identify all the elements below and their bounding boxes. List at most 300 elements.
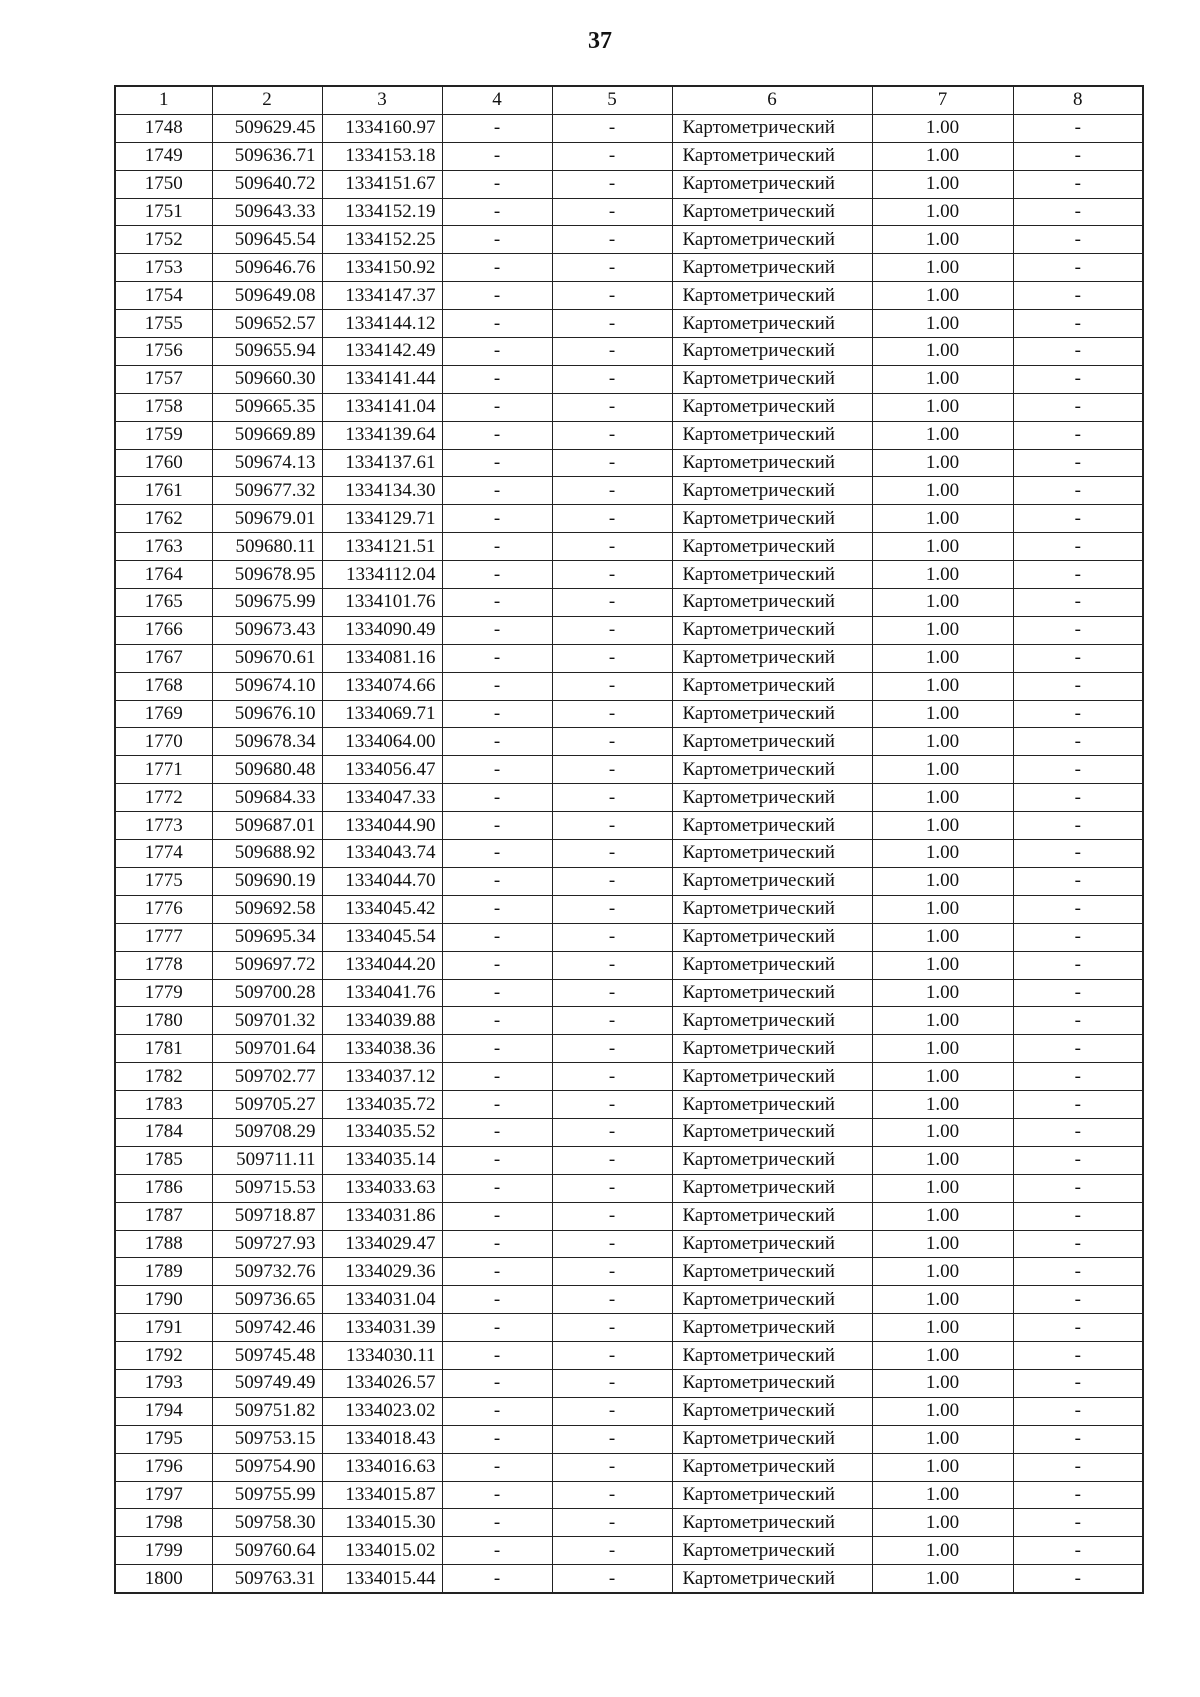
table-row [115,756,1143,784]
col5-cell: - [552,1007,672,1035]
y-coordinate-cell: 1334081.16 [322,644,442,672]
y-coordinate-cell: 1334152.25 [322,226,442,254]
x-coordinate-cell: 509708.29 [212,1118,322,1146]
method-cell: Картометрический [672,505,872,533]
point-number-cell: 1766 [115,616,212,644]
point-number-cell: 1756 [115,338,212,366]
x-coordinate-cell: 509745.48 [212,1342,322,1370]
col5-cell: - [552,951,672,979]
col8-cell: - [1013,338,1143,366]
accuracy-cell: 1.00 [872,338,1013,366]
point-number-cell: 1785 [115,1146,212,1174]
col4-cell: - [442,1063,552,1091]
accuracy-cell: 1.00 [872,561,1013,589]
col8-cell: - [1013,812,1143,840]
col8-cell: - [1013,1537,1143,1565]
column-header: 1 [115,86,212,114]
accuracy-cell: 1.00 [872,1230,1013,1258]
col5-cell: - [552,1174,672,1202]
method-cell: Картометрический [672,561,872,589]
x-coordinate-cell: 509702.77 [212,1063,322,1091]
method-cell: Картометрический [672,1509,872,1537]
col5-cell: - [552,1063,672,1091]
table-row [115,1369,1143,1397]
col4-cell: - [442,1342,552,1370]
method-cell: Картометрический [672,338,872,366]
col4-cell: - [442,644,552,672]
y-coordinate-cell: 1334090.49 [322,616,442,644]
method-cell: Картометрический [672,1565,872,1593]
col5-cell: - [552,672,672,700]
x-coordinate-cell: 509680.11 [212,533,322,561]
point-number-cell: 1778 [115,951,212,979]
col5-cell: - [552,1230,672,1258]
table-row [115,1230,1143,1258]
accuracy-cell: 1.00 [872,840,1013,868]
table-row [115,1202,1143,1230]
x-coordinate-cell: 509736.65 [212,1286,322,1314]
y-coordinate-cell: 1334031.86 [322,1202,442,1230]
col4-cell: - [442,1453,552,1481]
point-number-cell: 1797 [115,1481,212,1509]
col5-cell: - [552,1286,672,1314]
method-cell: Картометрический [672,700,872,728]
col8-cell: - [1013,505,1143,533]
point-number-cell: 1768 [115,672,212,700]
method-cell: Картометрический [672,449,872,477]
col4-cell: - [442,1118,552,1146]
method-cell: Картометрический [672,533,872,561]
x-coordinate-cell: 509675.99 [212,589,322,617]
method-cell: Картометрический [672,1091,872,1119]
col8-cell: - [1013,1035,1143,1063]
col5-cell: - [552,1453,672,1481]
x-coordinate-cell: 509629.45 [212,114,322,142]
col8-cell: - [1013,310,1143,338]
method-cell: Картометрический [672,1174,872,1202]
col5-cell: - [552,1537,672,1565]
accuracy-cell: 1.00 [872,1342,1013,1370]
method-cell: Картометрический [672,672,872,700]
point-number-cell: 1763 [115,533,212,561]
col5-cell: - [552,923,672,951]
x-coordinate-cell: 509652.57 [212,310,322,338]
accuracy-cell: 1.00 [872,1258,1013,1286]
col4-cell: - [442,338,552,366]
x-coordinate-cell: 509763.31 [212,1565,322,1593]
point-number-cell: 1751 [115,198,212,226]
method-cell: Картометрический [672,170,872,198]
y-coordinate-cell: 1334139.64 [322,421,442,449]
x-coordinate-cell: 509687.01 [212,812,322,840]
column-header: 2 [212,86,322,114]
accuracy-cell: 1.00 [872,644,1013,672]
col8-cell: - [1013,1565,1143,1593]
method-cell: Картометрический [672,1397,872,1425]
table-row [115,338,1143,366]
col4-cell: - [442,951,552,979]
col4-cell: - [442,533,552,561]
point-number-cell: 1798 [115,1509,212,1537]
accuracy-cell: 1.00 [872,1369,1013,1397]
y-coordinate-cell: 1334044.70 [322,867,442,895]
table-row [115,1146,1143,1174]
x-coordinate-cell: 509665.35 [212,393,322,421]
x-coordinate-cell: 509732.76 [212,1258,322,1286]
y-coordinate-cell: 1334015.30 [322,1509,442,1537]
accuracy-cell: 1.00 [872,533,1013,561]
y-coordinate-cell: 1334153.18 [322,142,442,170]
col4-cell: - [442,1091,552,1119]
method-cell: Картометрический [672,226,872,254]
method-cell: Картометрический [672,1314,872,1342]
col5-cell: - [552,700,672,728]
point-number-cell: 1783 [115,1091,212,1119]
col4-cell: - [442,672,552,700]
col8-cell: - [1013,1118,1143,1146]
point-number-cell: 1793 [115,1369,212,1397]
col4-cell: - [442,198,552,226]
point-number-cell: 1765 [115,589,212,617]
col5-cell: - [552,1342,672,1370]
x-coordinate-cell: 509690.19 [212,867,322,895]
accuracy-cell: 1.00 [872,589,1013,617]
point-number-cell: 1749 [115,142,212,170]
table-row [115,1481,1143,1509]
x-coordinate-cell: 509711.11 [212,1146,322,1174]
table-row [115,449,1143,477]
col4-cell: - [442,1174,552,1202]
accuracy-cell: 1.00 [872,421,1013,449]
col5-cell: - [552,784,672,812]
point-number-cell: 1787 [115,1202,212,1230]
table-row [115,505,1143,533]
point-number-cell: 1792 [115,1342,212,1370]
accuracy-cell: 1.00 [872,1007,1013,1035]
x-coordinate-cell: 509755.99 [212,1481,322,1509]
method-cell: Картометрический [672,365,872,393]
table-row [115,1509,1143,1537]
col8-cell: - [1013,198,1143,226]
method-cell: Картометрический [672,254,872,282]
accuracy-cell: 1.00 [872,616,1013,644]
col5-cell: - [552,1509,672,1537]
table-row [115,170,1143,198]
x-coordinate-cell: 509692.58 [212,895,322,923]
table-row [115,254,1143,282]
col8-cell: - [1013,589,1143,617]
point-number-cell: 1753 [115,254,212,282]
col4-cell: - [442,1537,552,1565]
point-number-cell: 1780 [115,1007,212,1035]
x-coordinate-cell: 509649.08 [212,282,322,310]
accuracy-cell: 1.00 [872,1537,1013,1565]
point-number-cell: 1782 [115,1063,212,1091]
method-cell: Картометрический [672,198,872,226]
table-row [115,114,1143,142]
y-coordinate-cell: 1334056.47 [322,756,442,784]
x-coordinate-cell: 509645.54 [212,226,322,254]
col5-cell: - [552,1314,672,1342]
method-cell: Картометрический [672,756,872,784]
column-header: 5 [552,86,672,114]
col8-cell: - [1013,1481,1143,1509]
accuracy-cell: 1.00 [872,1565,1013,1593]
point-number-cell: 1795 [115,1425,212,1453]
table-row [115,923,1143,951]
col5-cell: - [552,756,672,784]
col5-cell: - [552,254,672,282]
table-row [115,812,1143,840]
method-cell: Картометрический [672,784,872,812]
point-number-cell: 1772 [115,784,212,812]
y-coordinate-cell: 1334038.36 [322,1035,442,1063]
table-row [115,1258,1143,1286]
accuracy-cell: 1.00 [872,979,1013,1007]
col8-cell: - [1013,951,1143,979]
x-coordinate-cell: 509643.33 [212,198,322,226]
y-coordinate-cell: 1334030.11 [322,1342,442,1370]
accuracy-cell: 1.00 [872,393,1013,421]
x-coordinate-cell: 509695.34 [212,923,322,951]
col5-cell: - [552,1369,672,1397]
col5-cell: - [552,393,672,421]
col4-cell: - [442,1369,552,1397]
col4-cell: - [442,616,552,644]
table-row [115,1035,1143,1063]
table-row [115,310,1143,338]
y-coordinate-cell: 1334035.14 [322,1146,442,1174]
col4-cell: - [442,310,552,338]
y-coordinate-cell: 1334023.02 [322,1397,442,1425]
x-coordinate-cell: 509678.95 [212,561,322,589]
col8-cell: - [1013,784,1143,812]
col8-cell: - [1013,616,1143,644]
x-coordinate-cell: 509640.72 [212,170,322,198]
method-cell: Картометрический [672,1063,872,1091]
col5-cell: - [552,1091,672,1119]
table-row [115,365,1143,393]
col8-cell: - [1013,1397,1143,1425]
accuracy-cell: 1.00 [872,1202,1013,1230]
col8-cell: - [1013,393,1143,421]
x-coordinate-cell: 509669.89 [212,421,322,449]
col5-cell: - [552,1035,672,1063]
col5-cell: - [552,533,672,561]
table-row [115,198,1143,226]
accuracy-cell: 1.00 [872,1397,1013,1425]
method-cell: Картометрический [672,644,872,672]
y-coordinate-cell: 1334035.52 [322,1118,442,1146]
accuracy-cell: 1.00 [872,1063,1013,1091]
x-coordinate-cell: 509701.64 [212,1035,322,1063]
point-number-cell: 1748 [115,114,212,142]
method-cell: Картометрический [672,1035,872,1063]
accuracy-cell: 1.00 [872,672,1013,700]
accuracy-cell: 1.00 [872,1425,1013,1453]
page-number: 37 [588,28,612,54]
col8-cell: - [1013,1063,1143,1091]
point-number-cell: 1762 [115,505,212,533]
method-cell: Картометрический [672,310,872,338]
col8-cell: - [1013,1230,1143,1258]
table-row [115,1118,1143,1146]
col5-cell: - [552,505,672,533]
col4-cell: - [442,114,552,142]
point-number-cell: 1754 [115,282,212,310]
col5-cell: - [552,728,672,756]
col8-cell: - [1013,142,1143,170]
table-row [115,1063,1143,1091]
y-coordinate-cell: 1334037.12 [322,1063,442,1091]
point-number-cell: 1800 [115,1565,212,1593]
point-number-cell: 1786 [115,1174,212,1202]
col4-cell: - [442,505,552,533]
x-coordinate-cell: 509715.53 [212,1174,322,1202]
method-cell: Картометрический [672,114,872,142]
point-number-cell: 1794 [115,1397,212,1425]
x-coordinate-cell: 509697.72 [212,951,322,979]
table-row [115,1397,1143,1425]
column-header: 3 [322,86,442,114]
col5-cell: - [552,1202,672,1230]
x-coordinate-cell: 509727.93 [212,1230,322,1258]
col8-cell: - [1013,282,1143,310]
method-cell: Картометрический [672,1481,872,1509]
table-header-row [115,86,1143,114]
y-coordinate-cell: 1334029.47 [322,1230,442,1258]
col5-cell: - [552,561,672,589]
col5-cell: - [552,1146,672,1174]
col4-cell: - [442,282,552,310]
point-number-cell: 1779 [115,979,212,1007]
column-header: 8 [1013,86,1143,114]
accuracy-cell: 1.00 [872,1286,1013,1314]
col8-cell: - [1013,449,1143,477]
x-coordinate-cell: 509751.82 [212,1397,322,1425]
col4-cell: - [442,1035,552,1063]
method-cell: Картометрический [672,421,872,449]
method-cell: Картометрический [672,1453,872,1481]
x-coordinate-cell: 509673.43 [212,616,322,644]
x-coordinate-cell: 509674.10 [212,672,322,700]
col5-cell: - [552,477,672,505]
method-cell: Картометрический [672,1230,872,1258]
table-row [115,142,1143,170]
col8-cell: - [1013,1091,1143,1119]
point-number-cell: 1758 [115,393,212,421]
point-number-cell: 1750 [115,170,212,198]
y-coordinate-cell: 1334043.74 [322,840,442,868]
accuracy-cell: 1.00 [872,895,1013,923]
y-coordinate-cell: 1334064.00 [322,728,442,756]
point-number-cell: 1788 [115,1230,212,1258]
method-cell: Картометрический [672,728,872,756]
col8-cell: - [1013,895,1143,923]
y-coordinate-cell: 1334039.88 [322,1007,442,1035]
point-number-cell: 1799 [115,1537,212,1565]
col4-cell: - [442,170,552,198]
col8-cell: - [1013,114,1143,142]
x-coordinate-cell: 509700.28 [212,979,322,1007]
y-coordinate-cell: 1334147.37 [322,282,442,310]
col5-cell: - [552,421,672,449]
table-row [115,895,1143,923]
col8-cell: - [1013,1258,1143,1286]
x-coordinate-cell: 509701.32 [212,1007,322,1035]
col4-cell: - [442,1202,552,1230]
point-number-cell: 1791 [115,1314,212,1342]
x-coordinate-cell: 509677.32 [212,477,322,505]
y-coordinate-cell: 1334112.04 [322,561,442,589]
table-row [115,282,1143,310]
col5-cell: - [552,840,672,868]
y-coordinate-cell: 1334016.63 [322,1453,442,1481]
table-row [115,784,1143,812]
y-coordinate-cell: 1334152.19 [322,198,442,226]
y-coordinate-cell: 1334129.71 [322,505,442,533]
point-number-cell: 1789 [115,1258,212,1286]
method-cell: Картометрический [672,1202,872,1230]
y-coordinate-cell: 1334018.43 [322,1425,442,1453]
accuracy-cell: 1.00 [872,784,1013,812]
table-row [115,1453,1143,1481]
accuracy-cell: 1.00 [872,254,1013,282]
col4-cell: - [442,1565,552,1593]
y-coordinate-cell: 1334015.87 [322,1481,442,1509]
x-coordinate-cell: 509718.87 [212,1202,322,1230]
method-cell: Картометрический [672,923,872,951]
col4-cell: - [442,393,552,421]
accuracy-cell: 1.00 [872,282,1013,310]
y-coordinate-cell: 1334031.04 [322,1286,442,1314]
col4-cell: - [442,923,552,951]
y-coordinate-cell: 1334151.67 [322,170,442,198]
accuracy-cell: 1.00 [872,505,1013,533]
x-coordinate-cell: 509758.30 [212,1509,322,1537]
col4-cell: - [442,226,552,254]
col4-cell: - [442,421,552,449]
col4-cell: - [442,812,552,840]
accuracy-cell: 1.00 [872,1481,1013,1509]
accuracy-cell: 1.00 [872,1174,1013,1202]
method-cell: Картометрический [672,1369,872,1397]
method-cell: Картометрический [672,840,872,868]
y-coordinate-cell: 1334144.12 [322,310,442,338]
table-row [115,1537,1143,1565]
col8-cell: - [1013,533,1143,561]
method-cell: Картометрический [672,979,872,1007]
method-cell: Картометрический [672,951,872,979]
point-number-cell: 1757 [115,365,212,393]
column-header: 7 [872,86,1013,114]
x-coordinate-cell: 509754.90 [212,1453,322,1481]
x-coordinate-cell: 509636.71 [212,142,322,170]
col4-cell: - [442,728,552,756]
col5-cell: - [552,114,672,142]
col5-cell: - [552,310,672,338]
column-header: 4 [442,86,552,114]
col4-cell: - [442,589,552,617]
col4-cell: - [442,1425,552,1453]
table-row [115,1314,1143,1342]
y-coordinate-cell: 1334047.33 [322,784,442,812]
x-coordinate-cell: 509760.64 [212,1537,322,1565]
col8-cell: - [1013,1146,1143,1174]
col4-cell: - [442,477,552,505]
accuracy-cell: 1.00 [872,477,1013,505]
y-coordinate-cell: 1334134.30 [322,477,442,505]
